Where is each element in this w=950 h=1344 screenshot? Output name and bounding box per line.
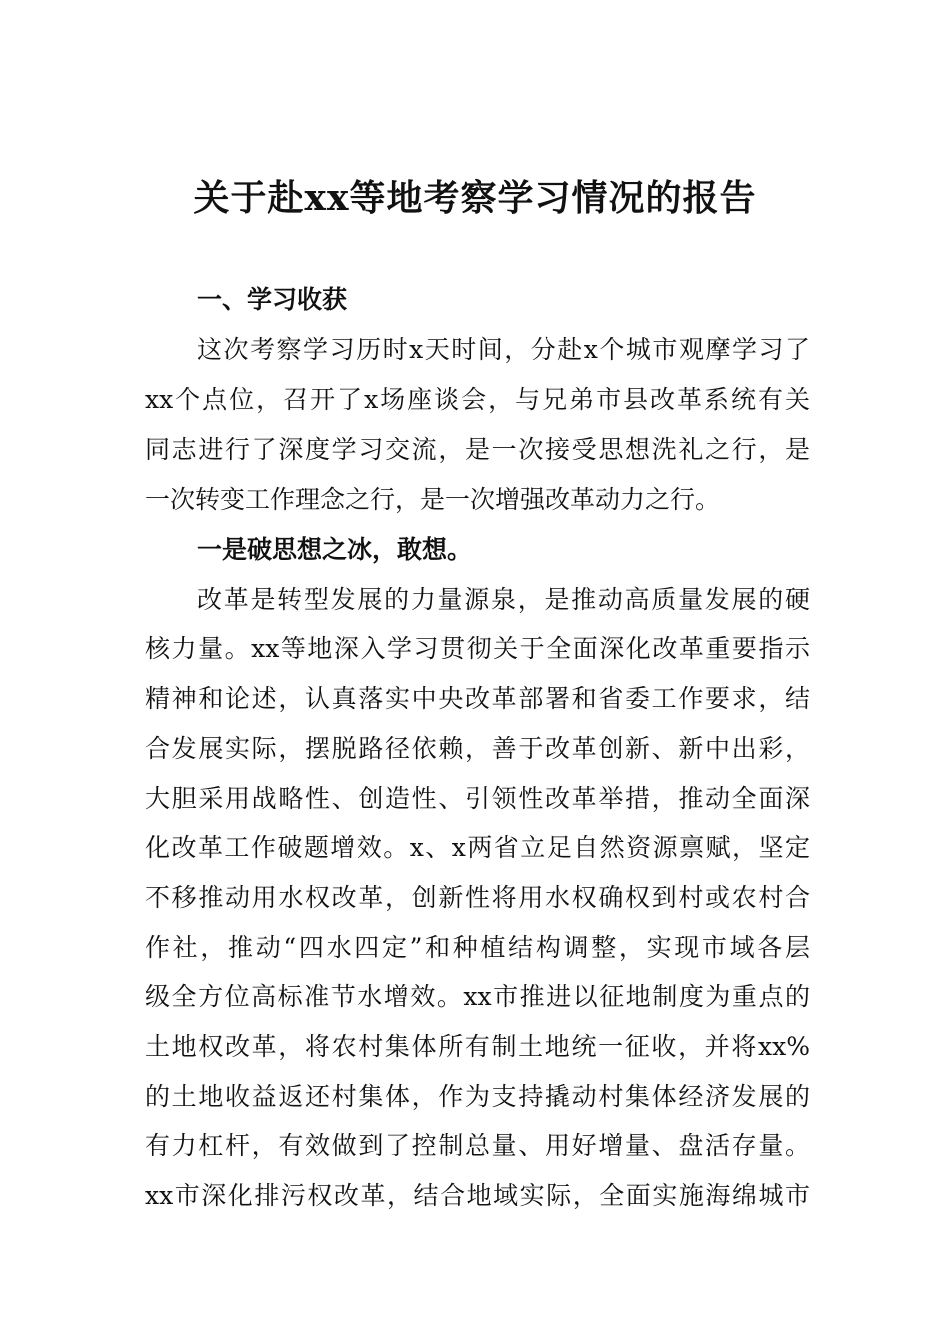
paragraph-line: 不移推动用水权改革，创新性将用水权确权到村或农村合 — [145, 883, 810, 912]
paragraph-line: 改革是转型发展的力量源泉，是推动高质量发展的硬 — [197, 585, 810, 614]
paragraph-line: 一次转变工作理念之行，是一次增强改革动力之行。 — [145, 485, 721, 514]
paragraph-line: 有力杠杆，有效做到了控制总量、用好增量、盘活存量。 — [145, 1131, 810, 1160]
section-heading: 一、学习收获 — [197, 285, 348, 314]
paragraph-line: xx个点位，召开了x场座谈会，与兄弟市县改革系统有关 — [145, 385, 810, 414]
paragraph-line: 的土地收益返还村集体，作为支持撬动村集体经济发展的 — [145, 1082, 810, 1111]
paragraph-line: xx市深化排污权改革，结合地域实际，全面实施海绵城市 — [145, 1181, 810, 1210]
subheading: 一是破思想之冰，敢想。 — [197, 535, 473, 564]
paragraph-line: 化改革工作破题增效。x、x两省立足自然资源禀赋，坚定 — [145, 833, 810, 862]
paragraph-line: 精神和论述，认真落实中央改革部署和省委工作要求，结 — [145, 684, 810, 713]
document-title: 关于赴xx等地考察学习情况的报告 — [193, 177, 757, 219]
paragraph-line: 大胆采用战略性、创造性、引领性改革举措，推动全面深 — [145, 784, 810, 813]
paragraph-line: 同志进行了深度学习交流，是一次接受思想洗礼之行，是 — [145, 435, 810, 464]
paragraph-line: 这次考察学习历时x天时间，分赴x个城市观摩学习了 — [197, 335, 810, 364]
paragraph-line: 级全方位高标准节水增效。xx市推进以征地制度为重点的 — [145, 982, 810, 1011]
paragraph-line: 核力量。xx等地深入学习贯彻关于全面深化改革重要指示 — [145, 634, 810, 663]
paragraph-line: 作社，推动“四水四定”和种植结构调整，实现市域各层 — [145, 933, 810, 962]
paragraph-line: 土地权改革，将农村集体所有制土地统一征收，并将xx% — [145, 1032, 810, 1061]
paragraph-line: 合发展实际，摆脱路径依赖，善于改革创新、新中出彩， — [145, 734, 810, 763]
